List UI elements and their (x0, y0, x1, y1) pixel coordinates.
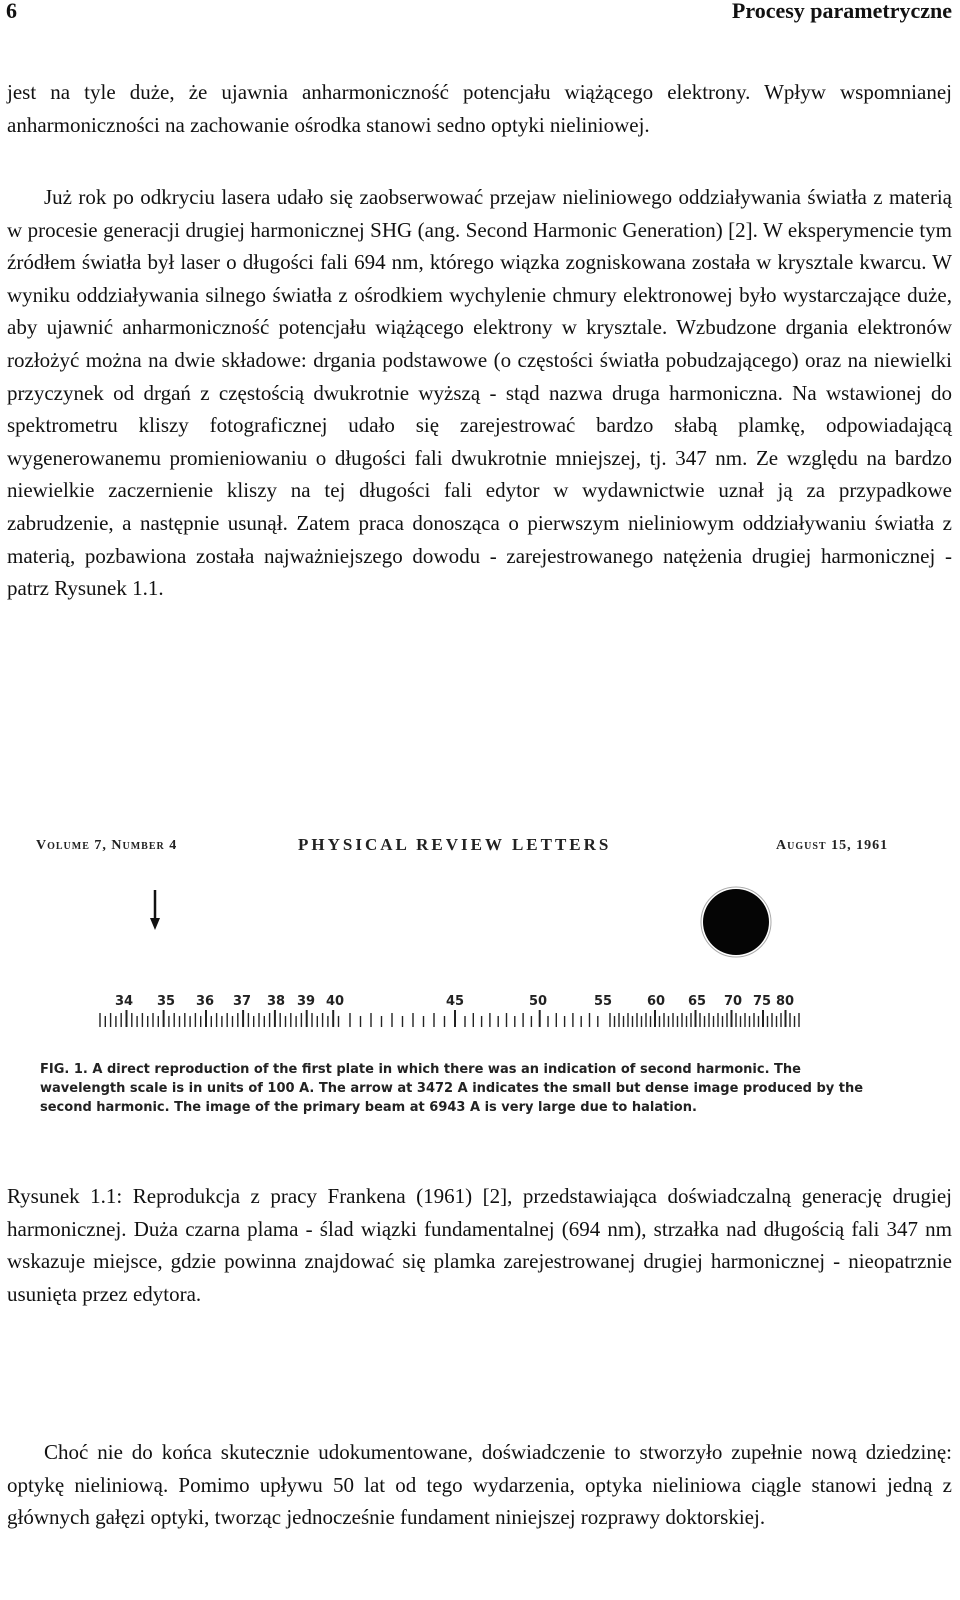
paragraph-1: jest na tyle duże, że ujawnia anharmoniczność potencjału wiążącego elektrony. Wpływ wspomnianej anharmoniczności na zachowanie ośrodka stanowi sedno optyki nieliniowej. (7, 80, 952, 137)
scale-label-38: 38 (266, 994, 286, 1009)
scale-label-37: 37 (232, 994, 252, 1009)
scale-label-75: 75 (752, 994, 772, 1009)
paragraph-2: Już rok po odkryciu lasera udało się zaobserwować przejaw nieliniowego oddziaływania światła z materią w procesie generacji drugiej harmonicznej SHG (ang. Second Harmonic Generation) [2]. W eksperymencie tym źródłem światła był laser o długości fali 694 nm, którego wiązka zogniskowana została w krysztale kwarcu. W wyniku oddziaływania silnego światła z ośrodkiem wychylenie chmury elektronowej było wystarczające duże, aby ujawnić anharmoniczność potencjału wiążącego elektrony w krysztale. Wzbudzone drgania elektronów rozłożyć można na dwie składowe: drgania podstawowe (o częstości światła pobudzającego) oraz na niewielki przyczynek od drgań z częstością dwukrotnie wyższą - stąd nazwa druga harmoniczna. Na wstawionej do spektrometru kliszy fotograficznej udało się zarejestrować bardzo słabą plamkę, odpowiadającą wygenerowanemu promieniowaniu o długości fali dwukrotnie mniejszej, tj. 347 nm. Ze względu na bardzo niewielkie zaczernienie kliszy na tej długości fali edytor w wydawnictwie uznał ją za przypadkowe zabrudzenie, a następnie usunął. Zatem praca donosząca o pierwszym nieliniowym oddziaływaniu światła z materią, pozbawiona została najważniejszego dowodu - zarejestrowanego natężenia drugiej harmonicznej - patrz Rysunek 1.1. (7, 185, 952, 601)
scale-label-35: 35 (156, 994, 176, 1009)
scale-label-65: 65 (687, 994, 707, 1009)
wavelength-scale-labels (115, 994, 794, 1009)
fundamental-beam-spot (703, 889, 769, 955)
figure-date-label: August 15, 1961 (776, 838, 889, 853)
scale-label-39: 39 (296, 994, 316, 1009)
second-harmonic-arrow (150, 890, 160, 930)
figure-franken-plate (0, 820, 960, 1140)
scale-label-70: 70 (723, 994, 743, 1009)
scale-label-34: 34 (114, 994, 134, 1009)
figure-journal-title: PHYSICAL REVIEW LETTERS (298, 835, 612, 854)
scale-label-45: 45 (445, 994, 465, 1009)
running-title: Procesy parametryczne (731, 0, 952, 23)
paragraph-3: Choć nie do końca skutecznie udokumentowane, doświadczenie to stworzyło zupełnie nową dziedzinę: optykę nieliniową. Pomimo upływu 50 lat od tego wydarzenia, optyka nieliniowa ciągle stanowi jedną z głównych gałęzi optyki, tworząc jednocześnie fundament niniejszej rozprawy doktorskiej. (7, 1440, 952, 1530)
scale-label-60: 60 (646, 994, 666, 1009)
scale-label-50: 50 (528, 994, 548, 1009)
figure-volume-label: Volume 7, Number 4 (36, 838, 178, 853)
page-header (0, 0, 960, 26)
scale-label-80: 80 (775, 994, 795, 1009)
scale-label-36: 36 (195, 994, 215, 1009)
scale-label-40: 40 (325, 994, 345, 1009)
wavelength-scale-ticks (100, 1010, 799, 1027)
figure-original-caption: FIG. 1. A direct reproduction of the first plate in which there was an indication of second harmonic. The wavelength scale is in units of 100 A. The arrow at 3472 A indicates the small but dense image produced by the second harmonic. The image of the primary beam at 6943 A is very large due to halation. (40, 1062, 864, 1115)
spectrum-plate-image (0, 880, 960, 1060)
page-number: 6 (6, 0, 17, 23)
scale-label-55: 55 (593, 994, 613, 1009)
figure-caption: Rysunek 1.1: Reprodukcja z pracy Frankena (1961) [2], przedstawiająca doświadczalną generację drugiej harmonicznej. Duża czarna plama - ślad wiązki fundamentalnej (694 nm), strzałka nad długością fali 347 nm wskazuje miejsce, gdzie powinna znajdować się plamka zarejestrowanej drugiej harmonicznej - nieopatrznie usunięta przez edytora. (7, 1184, 952, 1306)
